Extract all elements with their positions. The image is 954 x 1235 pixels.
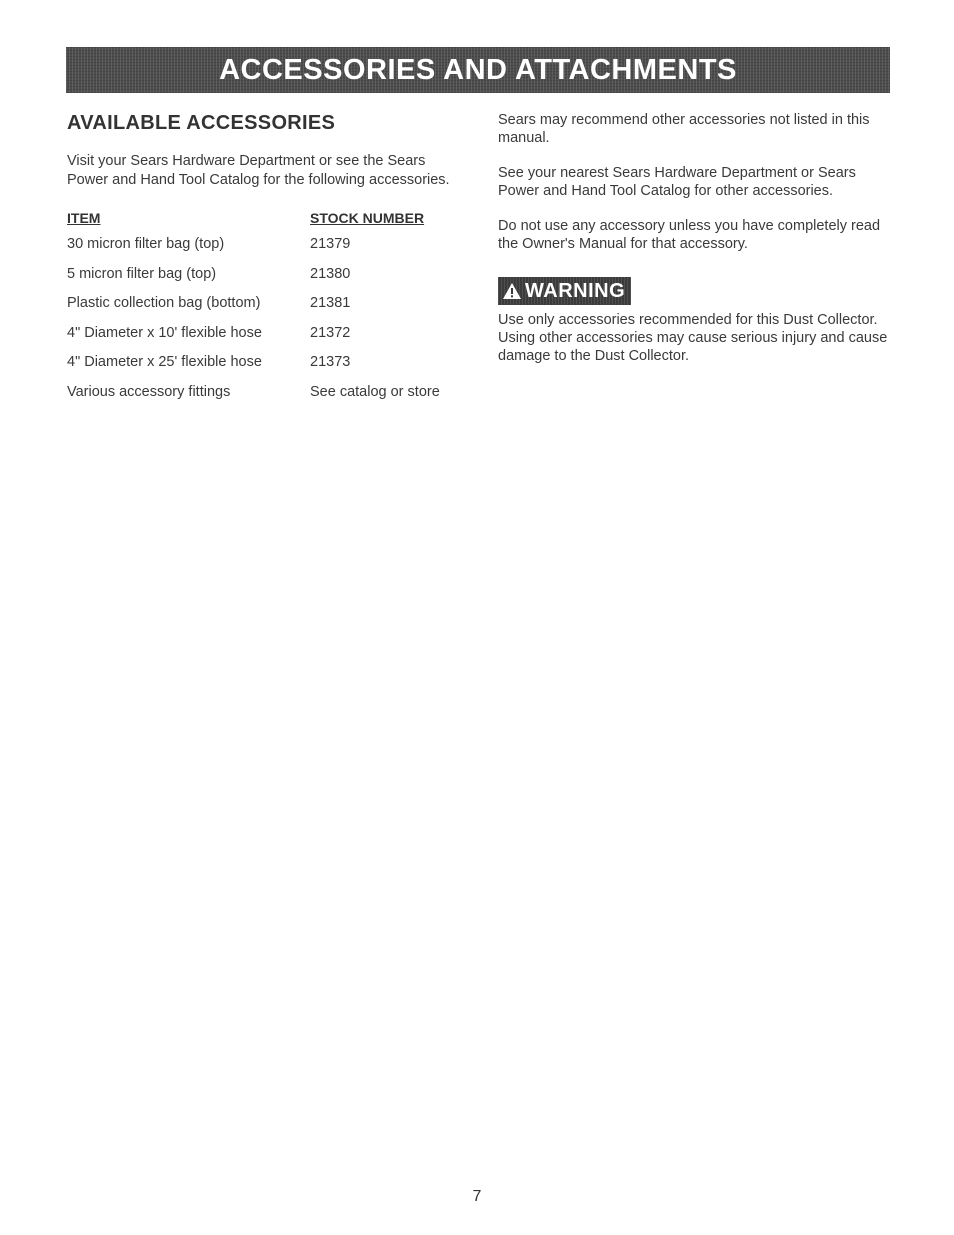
item-column-header: ITEM: [67, 210, 101, 226]
item-cell: 5 micron filter bag (top): [67, 265, 217, 282]
stock-number-cell: 21381: [310, 295, 351, 312]
table-row: [67, 325, 440, 355]
do-not-use-paragraph: Do not use any accessory unless you have completely read the Owner's Manual for that accessory.: [498, 218, 881, 252]
recommend-paragraph: Sears may recommend other accessories not listed in this manual.: [498, 112, 870, 146]
stock-number-cell: 21372: [310, 324, 351, 341]
page-number: 7: [472, 1188, 482, 1205]
stock-number-cell: 21379: [310, 236, 351, 252]
stock-number-cell: See catalog or store: [310, 383, 440, 400]
item-cell: 4" Diameter x 25' flexible hose: [67, 354, 262, 371]
item-cell: Various accessory fittings: [67, 383, 231, 400]
stock-number-column-header: STOCK NUMBER: [310, 210, 425, 226]
table-row: [67, 266, 440, 296]
table-row: [67, 236, 440, 266]
warning-label: WARNING: [525, 279, 626, 302]
section-banner: [66, 47, 890, 93]
item-cell: 4" Diameter x 10' flexible hose: [67, 324, 262, 341]
warning-text: Use only accessories recommended for this Dust Collector. Using other accessories may cause serious injury and cause damage to the Dust Collector.: [498, 312, 888, 364]
item-cell: Plastic collection bag (bottom): [67, 295, 261, 312]
item-cell: 30 micron filter bag (top): [67, 236, 225, 252]
warning-triangle-icon: [502, 282, 522, 300]
intro-paragraph: Visit your Sears Hardware Department or see the Sears Power and Hand Tool Catalog for the following accessories.: [67, 153, 450, 188]
warning-badge: [498, 277, 631, 305]
stock-number-cell: 21373: [310, 354, 351, 371]
table-row: [67, 295, 440, 325]
available-accessories-heading: AVAILABLE ACCESSORIES: [67, 112, 336, 134]
table-row: [67, 354, 440, 384]
stock-number-cell: 21380: [310, 265, 351, 282]
right-column: [498, 111, 890, 382]
left-column: [67, 111, 467, 414]
section-title: ACCESSORIES AND ATTACHMENTS: [219, 53, 737, 86]
accessories-table: [67, 210, 440, 414]
table-header-row: [67, 210, 440, 236]
table-row: [67, 384, 440, 414]
see-nearest-paragraph: See your nearest Sears Hardware Department or Sears Power and Hand Tool Catalog for other accessories.: [498, 165, 856, 199]
